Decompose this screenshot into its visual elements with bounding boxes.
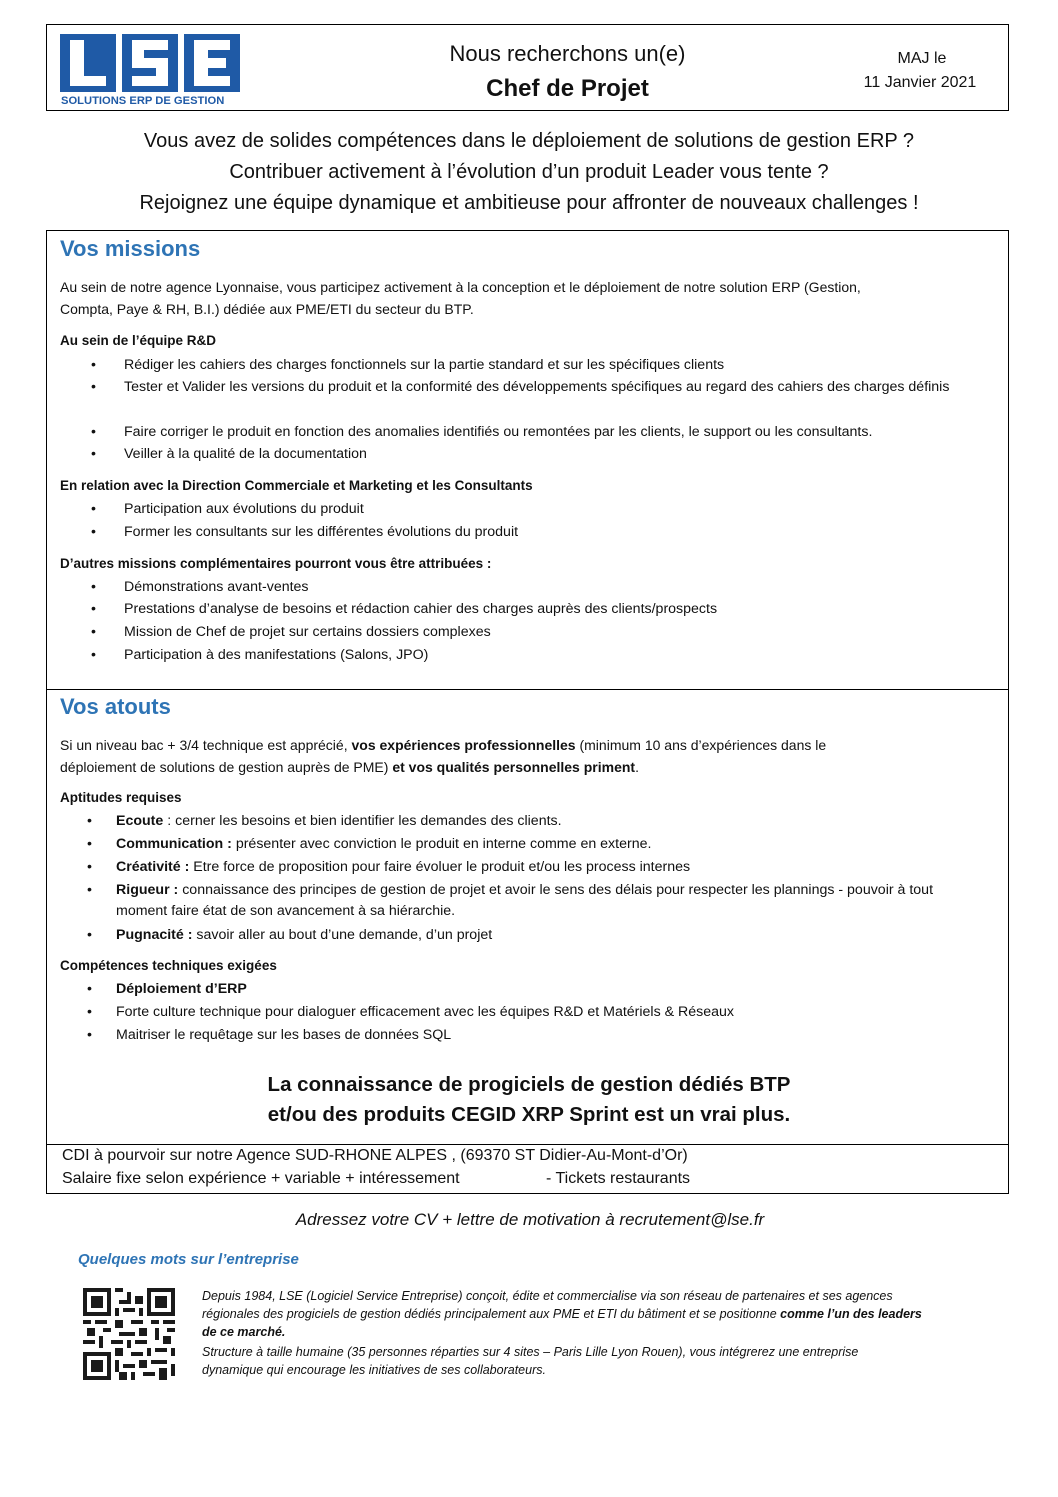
job-title: Chef de Projet [486, 75, 649, 102]
missions-intro-line1: Au sein de notre agence Lyonnaise, vous participez activement à la conception et le déploiement de notre solution ERP (Gestion, [60, 279, 861, 295]
lse-logo [60, 34, 246, 106]
highlight-note: La connaissance de progiciels de gestion dédiés BTP et/ou des produits CEGID XRP Sprint est un vrai plus. [267, 1073, 791, 1126]
atouts-title: Vos atouts [60, 694, 171, 719]
header-title-line1: Nous recherchons un(e) [449, 41, 686, 66]
intro-line-3: Rejoignez une équipe dynamique et ambitieuse pour affronter de nouveaux challenges ! [139, 192, 919, 214]
group-heading-other: D’autres missions complémentaires pourront vous être attribuées : [60, 556, 492, 571]
group-heading-commercial: En relation avec la Direction Commerciale et Marketing et les Consultants [60, 478, 533, 493]
company-title: Quelques mots sur l’entreprise [78, 1251, 299, 1268]
apply-instructions: Adressez votre CV + lettre de motivation à recrutement@lse.fr [295, 1210, 765, 1229]
company-text-line2: régionales des progiciels de gestion dédiés principalement aux PME et ETI du bâtiment et se positionne comme l’un des leaders [202, 1307, 922, 1321]
aptitudes-heading: Aptitudes requises [60, 790, 182, 805]
company-text-line1: Depuis 1984, LSE (Logiciel Service Entreprise) conçoit, édite et commercialise via son réseau de partenaires et ses agences [202, 1289, 893, 1303]
logo-tagline: SOLUTIONS ERP DE GESTION [61, 95, 225, 106]
company-text-line4: Structure à taille humaine (35 personnes réparties sur 4 sites – Paris Lille Lyon Rouen), vous intégrerez une entreprise [202, 1345, 859, 1359]
atouts-intro-line2: déploiement de solutions de gestion auprès de PME) et vos qualités personnelles priment. [60, 759, 639, 775]
company-text-line5: dynamique qui encourage les initiatives de ses collaborateurs. [202, 1363, 546, 1377]
missions-title: Vos missions [60, 236, 201, 261]
update-date: 11 Janvier 2021 [863, 74, 977, 91]
contract-line1: CDI à pourvoir sur notre Agence SUD-RHONE ALPES , (69370 ST Didier-Au-Mont-d’Or) [62, 1147, 688, 1164]
skills-heading: Compétences techniques exigées [60, 958, 277, 973]
intro-line-2: Contribuer activement à l’évolution d’un produit Leader vous tente ? [229, 161, 829, 183]
intro-line-1: Vous avez de solides compétences dans le déploiement de solutions de gestion ERP ? [143, 130, 915, 152]
atouts-intro-line1: Si un niveau bac + 3/4 technique est apprécié, vos expériences professionnelles (minimum 10 ans d’expériences dans le [60, 737, 827, 753]
missions-intro-line2: Compta, Paye & RH, B.I.) dédiée aux PME/ETI du secteur du BTP. [60, 301, 474, 317]
contract-salary: Salaire fixe selon expérience + variable + intéressement [62, 1170, 460, 1187]
contract-benefits: - Tickets restaurants [546, 1170, 691, 1187]
qr-code-icon [83, 1288, 175, 1380]
company-text-line3: de ce marché. [202, 1325, 286, 1339]
group-heading-rd: Au sein de l’équipe R&D [60, 333, 217, 348]
update-label: MAJ le [897, 50, 947, 67]
